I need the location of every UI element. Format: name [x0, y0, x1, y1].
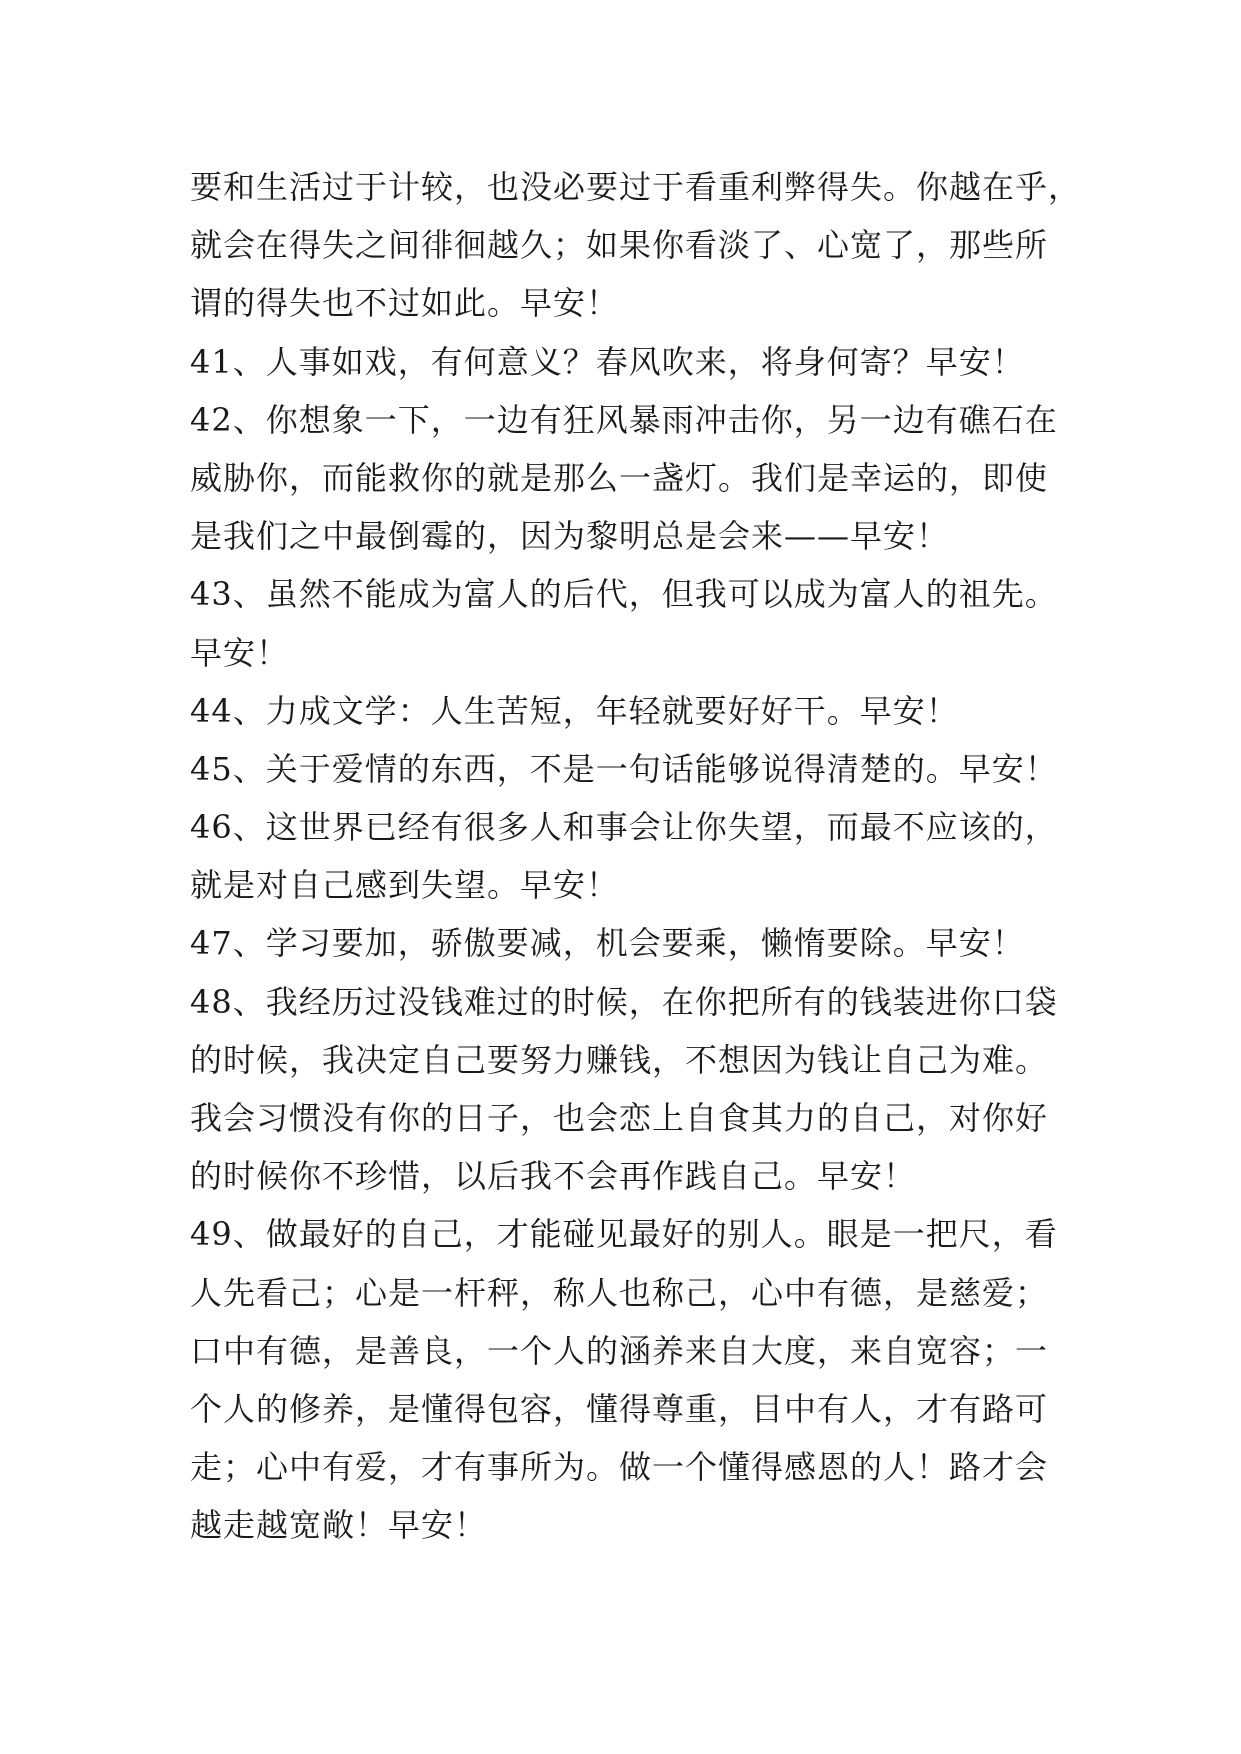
text-line: 早安！ — [190, 633, 290, 672]
text-line: 46、这世界已经有很多人和事会让你失望，而最不应该的， — [190, 808, 1058, 847]
text-line: 就是对自己感到失望。早安！ — [190, 866, 620, 905]
text-line: 越走越宽敞！早安！ — [190, 1506, 488, 1545]
text-line: 47、学习要加，骄傲要减，机会要乘，懒惰要除。早安！ — [190, 924, 1025, 963]
text-line: 49、做最好的自己，才能碰见最好的别人。眼是一把尺，看 — [190, 1215, 1058, 1254]
text-line: 44、力成文学：人生苦短，年轻就要好好干。早安！ — [190, 691, 959, 730]
text-line: 威胁你，而能救你的就是那么一盏灯。我们是幸运的，即使 — [190, 458, 1049, 497]
text-line: 的时候你不珍惜，以后我不会再作践自己。早安！ — [190, 1157, 917, 1196]
text-line: 42、你想象一下，一边有狂风暴雨冲击你，另一边有礁石在 — [190, 400, 1058, 439]
text-line: 45、关于爱情的东西，不是一句话能够说得清楚的。早安！ — [190, 749, 1058, 788]
text-line: 人先看己；心是一杆秤，称人也称己，心中有德，是慈爱； — [190, 1273, 1049, 1312]
text-line: 48、我经历过没钱难过的时候，在你把所有的钱装进你口袋 — [190, 982, 1058, 1021]
text-line: 就会在得失之间徘徊越久；如果你看淡了、心宽了，那些所 — [190, 226, 1049, 265]
text-line: 谓的得失也不过如此。早安！ — [190, 284, 620, 323]
text-line: 41、人事如戏，有何意义？春风吹来，将身何寄？早安！ — [190, 342, 1025, 381]
text-line: 要和生活过于计较，也没必要过于看重利弊得失。你越在乎， — [190, 168, 1082, 206]
text-line: 个人的修养，是懂得包容，懂得尊重，目中有人，才有路可 — [190, 1389, 1049, 1428]
text-line: 口中有德，是善良，一个人的涵养来自大度，来自宽容；一 — [190, 1331, 1049, 1370]
body-text — [190, 158, 1082, 1555]
text-line: 43、虽然不能成为富人的后代，但我可以成为富人的祖先。 — [190, 575, 1058, 614]
text-line: 的时候，我决定自己要努力赚钱，不想因为钱让自己为难。 — [190, 1040, 1049, 1079]
text-line: 我会习惯没有你的日子，也会恋上自食其力的自己，对你好 — [190, 1099, 1049, 1137]
text-line: 走；心中有爱，才有事所为。做一个懂得感恩的人！路才会 — [190, 1448, 1049, 1487]
text-line: 是我们之中最倒霉的，因为黎明总是会来——早安！ — [190, 517, 950, 556]
